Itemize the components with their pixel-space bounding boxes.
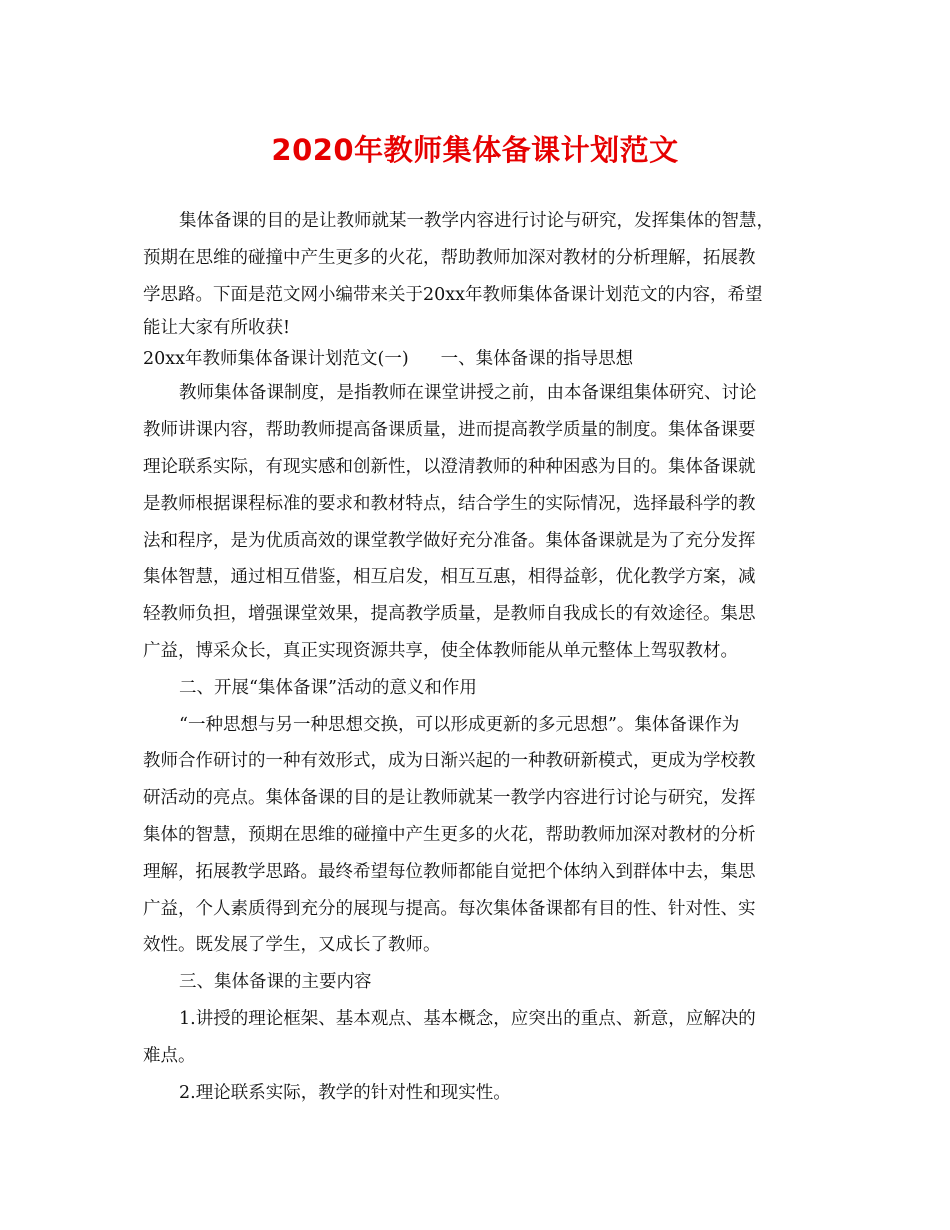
paragraph-line: 效性。既发展了学生，又成长了教师。 [143, 935, 441, 956]
paragraph-line: 研活动的亮点。集体备课的目的是让教师就某一教学内容进行讨论与研究，发挥 [143, 788, 756, 809]
section-heading: 二、开展“集体备课”活动的意义和作用 [179, 677, 477, 698]
paragraph-line: “一种思想与另一种思想交换，可以形成更新的多元思想”。集体备课作为 [179, 714, 740, 735]
paragraph-line: 广益，个人素质得到充分的展现与提高。每次集体备课都有目的性、针对性、实 [143, 898, 756, 919]
paragraph-line: 教师合作研讨的一种有效形式，成为日渐兴起的一种教研新模式，更成为学校教 [143, 751, 756, 772]
document-body [143, 203, 807, 1111]
paragraph-line: 能让大家有所收获! [143, 318, 291, 339]
paragraph-line: 轻教师负担，增强课堂效果，提高教学质量，是教师自我成长的有效途径。集思 [143, 604, 756, 625]
list-item-line: 难点。 [143, 1045, 196, 1066]
paragraph-line: 学思路。下面是范文网小编带来关于20xx年教师集体备课计划范文的内容，希望 [143, 284, 763, 305]
section-heading: 一、集体备课的指导思想 [440, 349, 634, 370]
article-subtitle: 20xx年教师集体备课计划范文(一) [143, 349, 409, 370]
paragraph-line: 预期在思维的碰撞中产生更多的火花，帮助教师加深对教材的分析理解，拓展教 [143, 247, 756, 268]
paragraph-line: 教师讲课内容，帮助教师提高备课质量，进而提高教学质量的制度。集体备课要 [143, 420, 756, 441]
document-title: 2020年教师集体备课计划范文 [271, 133, 679, 167]
paragraph-line: 教师集体备课制度，是指教师在课堂讲授之前，由本备课组集体研究、讨论 [179, 383, 757, 404]
paragraph-line: 理解，拓展教学思路。最终希望每位教师都能自觉把个体纳入到群体中去，集思 [143, 861, 756, 882]
paragraph-line: 法和程序，是为优质高效的课堂教学做好充分准备。集体备课就是为了充分发挥 [143, 530, 756, 551]
paragraph-line: 理论联系实际，有现实感和创新性，以澄清教师的种种困惑为目的。集体备课就 [143, 456, 756, 477]
section-heading: 三、集体备课的主要内容 [179, 972, 372, 993]
paragraph-line: 是教师根据课程标准的要求和教材特点，结合学生的实际情况，选择最科学的教 [143, 493, 756, 514]
paragraph-line: 广益，博采众长，真正实现资源共享，使全体教师能从单元整体上驾驭教材。 [143, 640, 738, 661]
list-item-line: 1.讲授的理论框架、基本观点、基本概念，应突出的重点、新意，应解决的 [179, 1008, 756, 1029]
section-heading-line [143, 344, 807, 375]
paragraph-line: 集体备课的目的是让教师就某一教学内容进行讨论与研究，发挥集体的智慧， [179, 211, 774, 231]
paragraph-line: 集体智慧，通过相互借鉴，相互启发，相互互惠，相得益彰，优化教学方案，减 [143, 567, 756, 588]
list-item-line: 2.理论联系实际，教学的针对性和现实性。 [179, 1082, 511, 1103]
paragraph-line: 集体的智慧，预期在思维的碰撞中产生更多的火花，帮助教师加深对教材的分析 [143, 824, 756, 845]
